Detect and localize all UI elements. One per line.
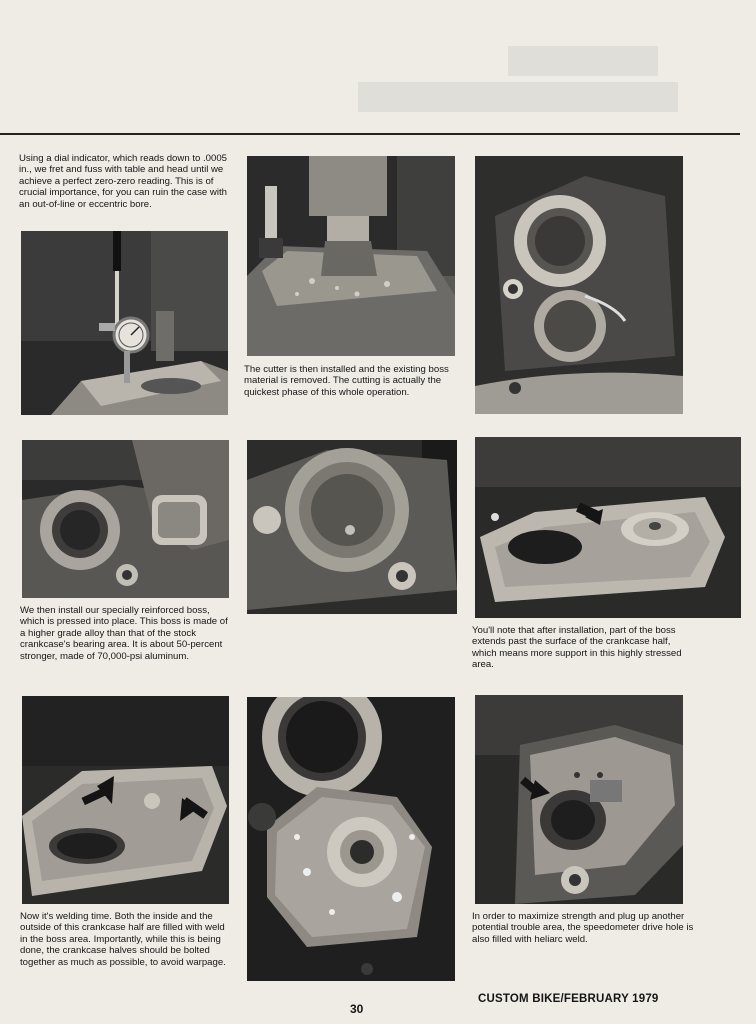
caption-welding: Now it's welding time. Both the inside and the outside of this crankcase half are filled with weld in the boss area. Importantly, while this is being done, the crankcase halves should be bolted together as much as possible, to avoid warpage. xyxy=(20,911,226,968)
caption-install-boss: We then install our specially reinforced boss, which is pressed into place. This boss is made of a higher grade alloy than that of the stock crankcase's bearing area. It is about 50-percent stronger, made of 70,000-psi aluminum. xyxy=(20,605,228,662)
photo-boss-extends xyxy=(475,437,741,618)
header-rule xyxy=(0,133,740,135)
photo-speedometer-hole xyxy=(475,695,683,904)
caption-speedometer: In order to maximize strength and plug up another potential trouble area, the speedometer drive hole is also filled with heliarc weld. xyxy=(472,911,694,945)
photo-install-boss xyxy=(22,440,229,598)
photo-weld-bead xyxy=(247,697,455,981)
bleed-through-graphic xyxy=(338,40,698,120)
photo-cutter xyxy=(247,156,455,356)
caption-cutter: The cutter is then installed and the existing boss material is removed. The cutting is actually the quickest phase of this whole operation. xyxy=(244,364,449,398)
magazine-footer: CUSTOM BIKE/FEBRUARY 1979 xyxy=(478,993,659,1005)
caption-dial-indicator: Using a dial indicator, which reads down to .0005 in., we fret and fuss with table and head until we achieve a perfect zero-zero reading. This is of crucial importance, for you can ruin the case with an out-of-line or eccentric bore. xyxy=(19,153,227,210)
caption-boss-extends: You'll note that after installation, part of the boss extends past the surface of the crankcase half, which means more support in this highly stressed area. xyxy=(472,625,682,671)
photo-dial-indicator xyxy=(21,231,228,415)
bleed-through-heading xyxy=(338,40,698,126)
page-number: 30 xyxy=(350,1002,364,1016)
photo-welding xyxy=(22,696,229,904)
photo-boss-pressed xyxy=(247,440,457,614)
photo-crankcase-bores xyxy=(475,156,683,414)
